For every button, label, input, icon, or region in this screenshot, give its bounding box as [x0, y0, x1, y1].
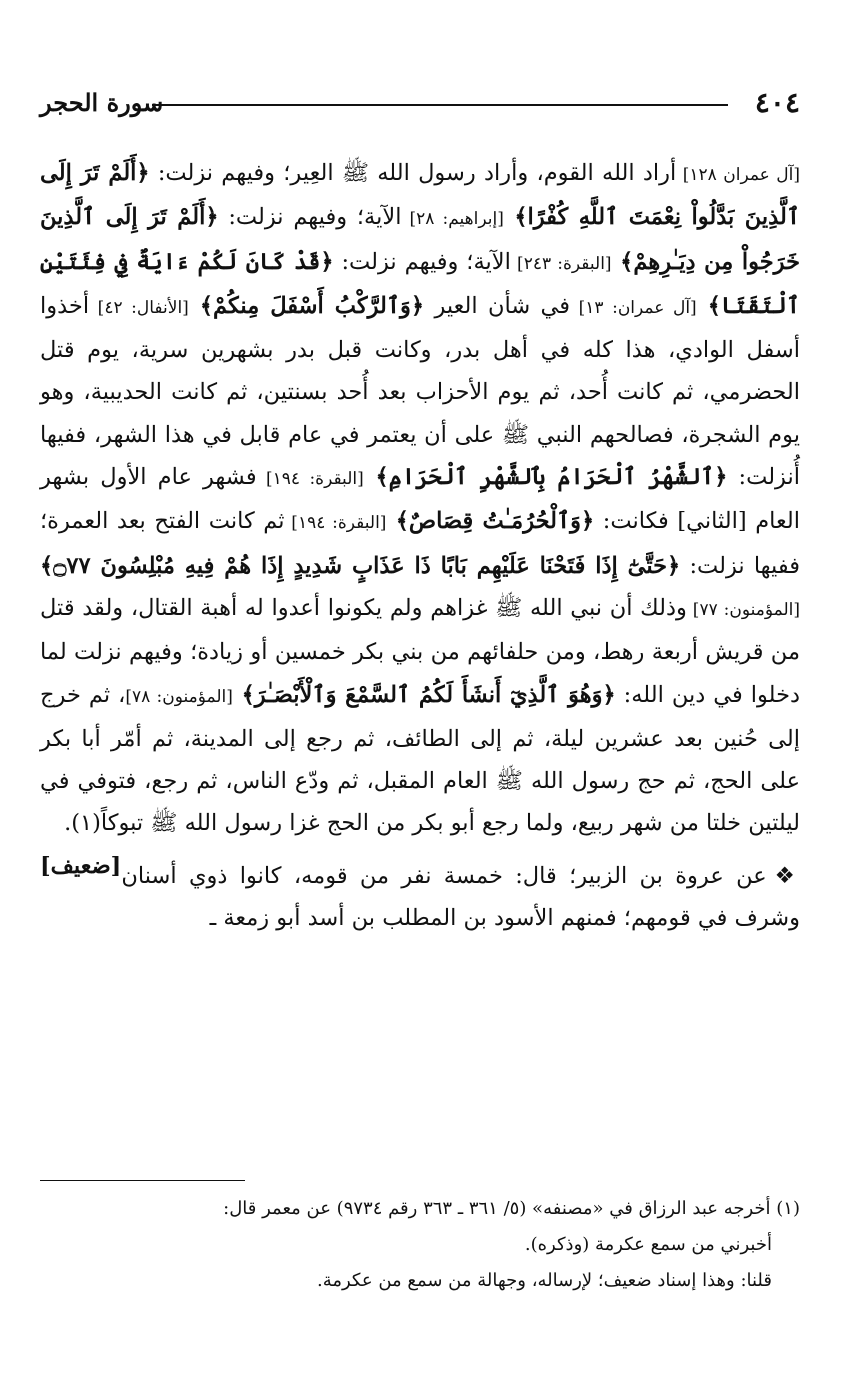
quran-verse: ﴿أَلَمْ تَرَ إِلَى ٱلَّذِينَ بَدَّلُواْ نِعْمَتَ ٱللَّهِ كُفْرًا﴾: [40, 160, 801, 231]
verse-reference: [البقرة: ١٩٤]: [284, 513, 387, 534]
body-text: في شأن العير: [424, 292, 571, 319]
footnote-line: قلنا: وهذا إسناد ضعيف؛ لإرساله، وجهالة من سمع من عكرمة.: [316, 1270, 772, 1291]
body-text: فشهر عام الأول بشهر العام [الثاني] فكانت:: [40, 464, 800, 535]
quran-verse: ﴿وَهُوَ ٱلَّذِيٓ أَنشَأَ لَكُمُ ٱلسَّمْعَ وَٱلْأَبْصَـٰرَ﴾: [232, 681, 616, 708]
quran-verse: ﴿حَتَّىٰٓ إِذَا فَتَحْنَا عَلَيْهِم بَابًا ذَا عَذَابٍ شَدِيدٍ إِذَا هُمْ فِيهِ مُبْلِسُونَ ۝٧٧﴾: [40, 552, 681, 579]
book-page: [40, 0, 800, 1380]
verse-reference: [إبراهيم: ٢٨]: [401, 209, 504, 230]
body-text: الآية؛ وفيهم نزلت:: [333, 248, 511, 275]
paragraph-2-text: [121, 863, 800, 931]
header-rule: [152, 104, 728, 106]
body-text: وذلك أن نبي الله ﷺ غزاهم ولم يكونوا أعدوا له أهبة القتال، ولقد قتل من قريش أربعة رهط، ومن حلفائهم من بني بكر خمسين أو زيادة؛ وفيهم نزلت لما دخلوا في دين الله:: [40, 594, 801, 708]
verse-reference: [البقرة: ٢٤٣]: [510, 253, 612, 274]
main-text: [40, 152, 800, 939]
grade-label: [ضعيف]: [40, 852, 122, 879]
verse-reference: [آل عمران: ١٣]: [570, 297, 697, 318]
quran-verse: ﴿قَدْ كَانَ لَكُمْ ءَايَةٌ فِي فِئَتَيْنِ ٱلْتَقَتَا﴾: [40, 248, 800, 319]
verse-reference: [البقرة: ١٩٤]: [256, 469, 364, 490]
body-text: الآية؛ وفيهم نزلت:: [218, 204, 402, 231]
body-text: أخذوا أسفل الوادي، هذا كله في أهل بدر، وكانت قبل بدر بشهرين سرية، يوم قتل الحضرمي، ثم كانت أُحد، ثم يوم الأحزاب بعد أُحد بسنتين، ثم كانت الحديبية، وهو يوم الشجرة، فصالحهم النبي ﷺ على أن يعتمر في عام قابل في هذا الشهر، ففيها أُنزلت:: [40, 292, 800, 491]
footnote-line: (١) أخرجه عبد الرزاق في «مصنفه» (٥/ ٣٦١ ـ ٣٦٣ رقم ٩٧٣٤) عن معمر قال:: [223, 1198, 800, 1219]
body-text: ثم كانت الفتح بعد العمرة؛ ففيها نزلت:: [40, 508, 800, 579]
paragraph-1-text: [40, 160, 800, 836]
body-text: أراد الله القوم، وأراد رسول الله ﷺ العِير؛ وفيهم نزلت:: [149, 160, 677, 186]
page-header: [40, 84, 800, 124]
footnotes: [40, 1180, 800, 1299]
paragraph-separator: [40, 845, 800, 855]
paragraph-1: [40, 152, 801, 879]
quran-verse: ﴿ٱلشَّهْرُ ٱلْحَرَامُ بِٱلشَّهْرِ ٱلْحَرَامِ﴾: [363, 464, 728, 491]
diamond-bullet-icon: ❖: [774, 862, 801, 889]
paragraph-2: [40, 855, 800, 940]
quran-verse: ﴿وَٱلرَّكْبُ أَسْفَلَ مِنكُمْ﴾: [188, 292, 425, 319]
footnote-line: أخبرني من سمع عكرمة (وذكره).: [524, 1234, 772, 1255]
quran-verse: ﴿أَلَمْ تَرَ إِلَى ٱلَّذِينَ خَرَجُواْ مِن دِيَـٰرِهِمْ﴾: [40, 204, 800, 275]
footnote-rule: [40, 1180, 245, 1181]
verse-reference: [آل عمران ١٢٨]: [676, 165, 801, 185]
surah-title: سورة الحجر: [40, 88, 164, 117]
page-number: ٤٠٤: [754, 86, 800, 119]
body-text: عن عروة بن الزبير؛ قال: خمسة نفر من قومه، كانوا ذوي أسنان وشرف في قومهم؛ فمنهم الأسود بن المطلب بن أسد أبو زمعة ـ: [121, 862, 800, 932]
body-text: ، ثم خرج إلى حُنين بعد عشرين ليلة، ثم إلى الطائف، ثم رجع إلى المدينة، ثم أمّر أبا بكر على الحج، ثم حج رسول الله ﷺ العام المقبل، ثم ودّع الناس، ثم رجع، فتوفي في ليلتين خلتا من شهر ربيع، ولما رجع أبو بكر من الحج غزا رسول الله ﷺ تبوكاً(١).: [40, 681, 800, 837]
verse-reference: [المؤمنون: ٧٨]: [125, 686, 233, 707]
quran-verse: ﴿وَٱلْحُرُمَـٰتُ قِصَاصٌ﴾: [386, 508, 595, 535]
verse-reference: [المؤمنون: ٧٧]: [686, 599, 800, 620]
verse-reference: [الأنفال: ٤٢]: [89, 297, 189, 318]
